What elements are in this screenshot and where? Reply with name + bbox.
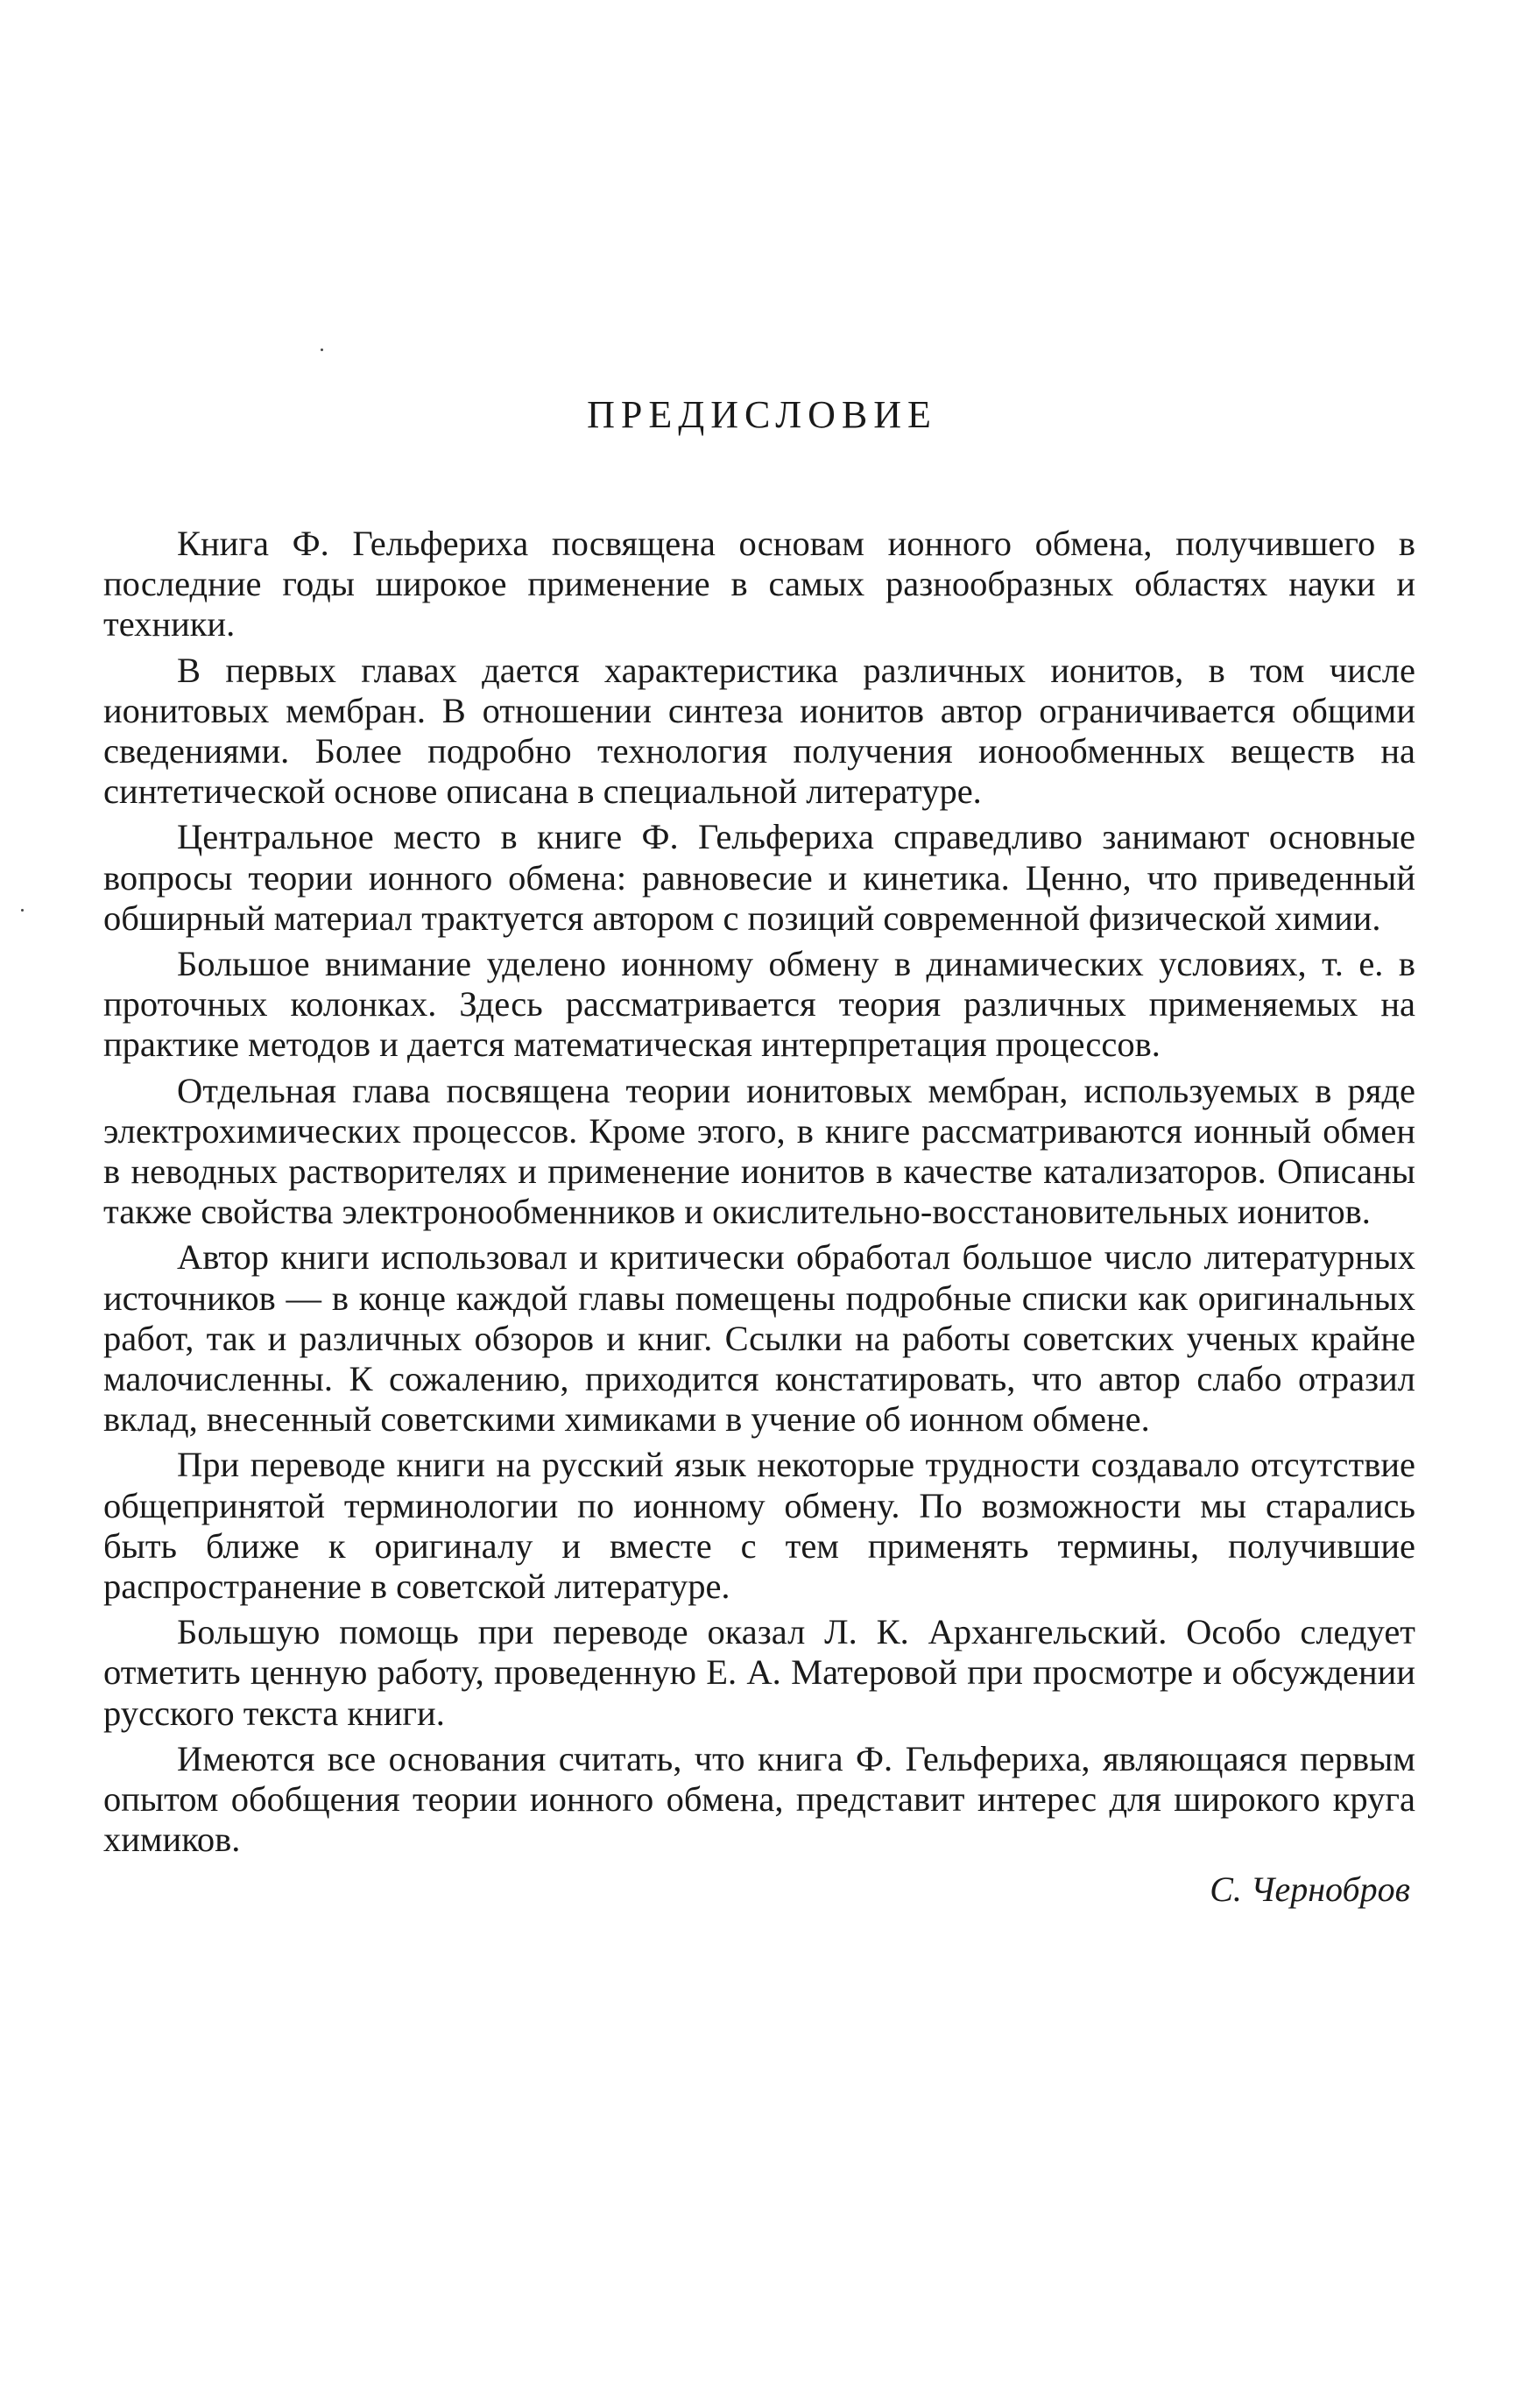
print-speck <box>321 349 323 351</box>
paragraph: Имеются все основания считать, что книга Ф. Гельфериха, являющаяся первым опытом обобщения теории ионного обмена, представит интерес для широкого круга химиков. <box>103 1738 1415 1860</box>
preface-body <box>103 524 1415 1910</box>
paragraph: Книга Ф. Гельфериха посвящена основам ионного обмена, получившего в последние годы широкое применение в самых разнообразных областях науки и техники. <box>103 524 1415 644</box>
paragraph: Отдельная глава посвящена теории ионитовых мембран, используемых в ряде электрохимических процессов. Кроме этого, в книге рассматриваются ионный обмен в неводных растворителях и применение ионитов в качестве катализаторов. Описаны также свойства электронообменников и окислительно-восстановительных ионитов. <box>103 1070 1415 1232</box>
paragraph: В первых главах дается характеристика различных ионитов, в том числе ионитовых мембран. В отношении синтеза ионитов автор ограничивается общими сведениями. Более подробно технология получения ионообменных веществ на синтетической основе описана в специальной литературе. <box>103 650 1415 812</box>
author-signature: С. Чернобров <box>1210 1869 1410 1909</box>
paragraph: Большое внимание уделено ионному обмену в динамических условиях, т. е. в проточных колонках. Здесь рассматривается теория различных применяемых на практике методов и дается математическая интерпретация процессов. <box>103 944 1415 1065</box>
paragraph: Центральное место в книге Ф. Гельфериха справедливо занимают основные вопросы теории ионного обмена: равновесие и кинетика. Ценно, что приведенный обширный материал трактуется автором с позиций современной физической химии. <box>103 817 1415 938</box>
print-speck <box>21 909 24 912</box>
page-title: ПРЕДИСЛОВИЕ <box>587 393 937 436</box>
paragraph: Автор книги использовал и критически обработал большое число литературных источников — в конце каждой главы помещены подробные списки как оригинальных работ, так и различных обзоров и книг. Ссылки на работы советских ученых крайне малочисленны. К сожалению, приходится констатировать, что автор слабо отразил вклад, внесенный советскими химиками в учение об ионном обмене. <box>103 1237 1415 1440</box>
paragraph: Большую помощь при переводе оказал Л. К. Архангельский. Особо следует отметить ценную работу, проведенную Е. А. Матеровой при просмотре и обсуждении русского текста книги. <box>103 1612 1415 1733</box>
paragraph: При переводе книги на русский язык некоторые трудности создавало отсутствие общепринятой терминологии по ионному обмену. По возможности мы старались быть ближе к оригиналу и вместе с тем применять термины, получившие распространение в советской литературе. <box>103 1445 1415 1607</box>
